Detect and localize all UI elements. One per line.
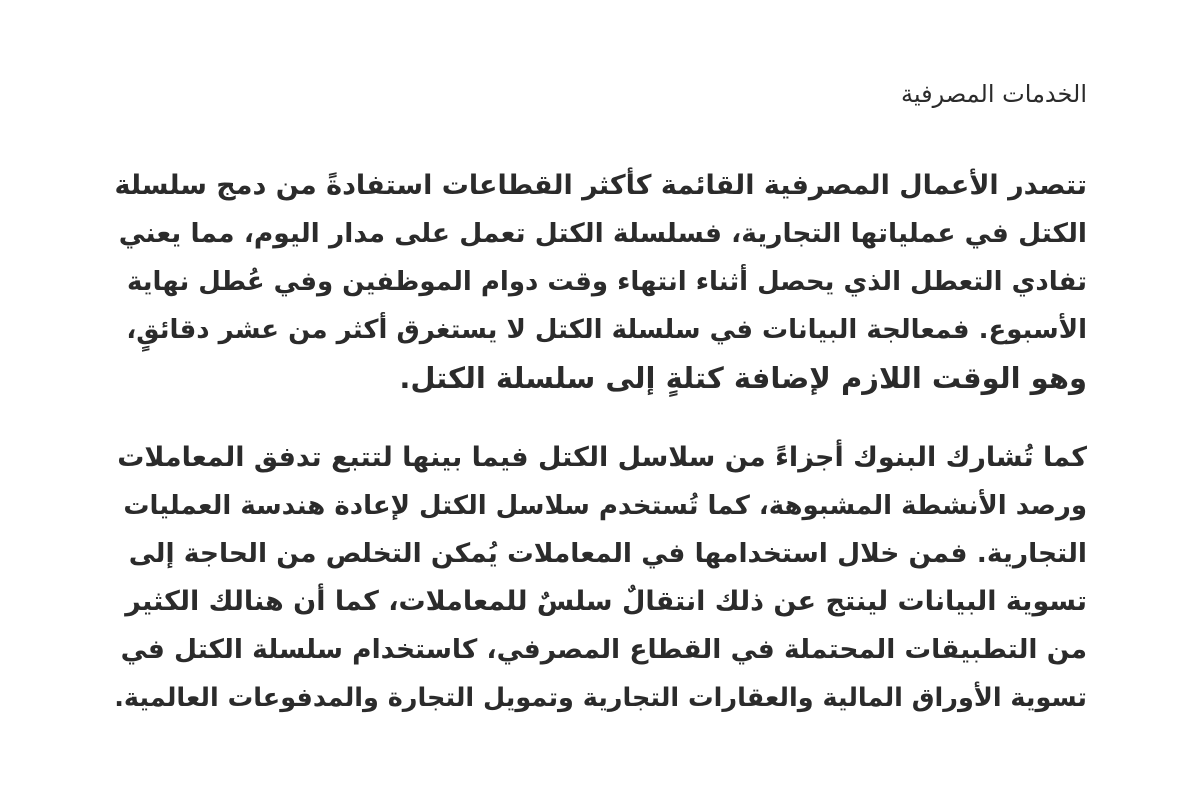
paragraph-line: الكتل في عملياتها التجارية، فسلسلة الكتل تعمل على مدار اليوم، مما يعني bbox=[118, 218, 1087, 249]
paragraph-line: ورصد الأنشطة المشبوهة، كما تُستخدم سلاسل الكتل لإعادة هندسة العمليات bbox=[123, 491, 1087, 521]
paragraph-line: من التطبيقات المحتملة في القطاع المصرفي، كاستخدام سلسلة الكتل في bbox=[120, 634, 1087, 665]
paragraph-line: تتصدر الأعمال المصرفية القائمة كأكثر القطاعات استفادةً من دمج سلسلة bbox=[114, 170, 1087, 201]
paragraph-line: وهو الوقت اللازم لإضافة كتلةٍ إلى سلسلة الكتل. bbox=[399, 361, 1087, 395]
paragraph-banking-applications bbox=[113, 434, 1087, 722]
paragraph-line: تفادي التعطل الذي يحصل أثناء انتهاء وقت دوام الموظفين وفي عُطل نهاية bbox=[127, 267, 1087, 297]
document-heading: الخدمات المصرفية bbox=[901, 80, 1087, 108]
paragraph-line: كما تُشارك البنوك أجزاءً من سلاسل الكتل فيما بينها لتتبع تدفق المعاملات bbox=[117, 442, 1087, 473]
paragraph-line: التجارية. فمن خلال استخدامها في المعاملات يُمكن التخلص من الحاجة إلى bbox=[128, 538, 1087, 569]
paragraph-line: الأسبوع. فمعالجة البيانات في سلسلة الكتل لا يستغرق أكثر من عشر دقائقٍ، bbox=[126, 315, 1087, 345]
paragraph-banking-overview bbox=[113, 162, 1087, 402]
paragraph-line: تسوية الأوراق المالية والعقارات التجارية وتمويل التجارة والمدفوعات العالمية. bbox=[114, 683, 1087, 713]
paragraph-line: تسوية البيانات لينتج عن ذلك انتقالٌ سلسٌ للمعاملات، كما أن هنالك الكثير bbox=[125, 586, 1087, 617]
